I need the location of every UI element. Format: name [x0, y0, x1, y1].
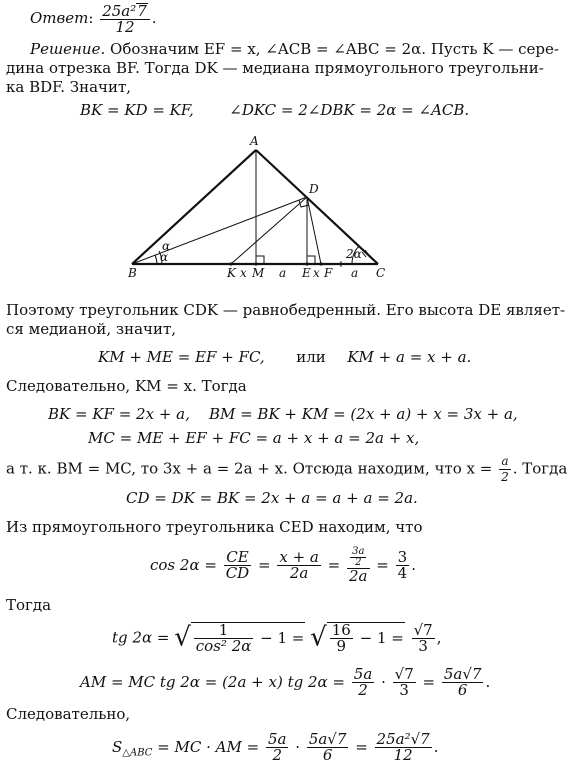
label-x2: x — [313, 266, 320, 280]
label-x1: x — [240, 266, 247, 280]
equation-2: KM + ME = EF + FC, или KM + a = x + a. — [98, 348, 472, 366]
label-a2: a — [351, 266, 359, 280]
label-c: C — [376, 266, 386, 280]
equation-3: BK = KF = 2x + a, BM = BK + KM = (2x + a) + x = 3x + a, — [48, 405, 518, 423]
x-fraction: $\frac{a}{2}$ — [501, 454, 509, 484]
label-f: F — [324, 266, 333, 280]
answer-fraction: $\frac{\text{25a²7}}{12}$ — [100, 3, 150, 35]
solution-line-2: дина отрезка BF. Тогда DK — медиана прямоугольного треугольни- — [6, 59, 544, 77]
solution-line-1: Решение. Обозначим EF = x, ∠ACB = ∠ABC = 2α. Пусть K — сере- — [30, 40, 559, 58]
equation-9: $S_{\triangle ABC}$ = MC · AM = $\frac{5a}{2}$ · $\frac{5a√7}{6}$ = $\frac{\text{25a²√7}}{12}$ . — [112, 730, 439, 764]
equation-1: BK = KD = KF, ∠DKC = 2∠DBK = 2α = ∠ACB. — [80, 101, 470, 119]
paragraph-4: Из прямоугольного треугольника CED находим, что — [6, 518, 423, 536]
paragraph-1-line-1: Поэтому треугольник CDK — равнобедренный. Его высота DE являет- — [6, 301, 566, 319]
label-alpha-2: α — [160, 250, 169, 264]
segment-df — [307, 197, 321, 264]
triangle-figure — [0, 130, 515, 285]
equation-7: tg 2α = √ $\frac{1}{\text{cos² 2α}}$ − 1 = √ $\frac{16}{9}$ − 1 = $\frac{√7}{3}$ , — [112, 620, 442, 655]
paragraph-3: а т. к. BM = MC, то 3x + a = 2a + x. Отсюда находим, что x = $\frac{a}{2}$ . Тогда — [6, 454, 567, 484]
segment-bd — [132, 197, 307, 264]
label-e: E — [302, 266, 311, 280]
answer-label: Ответ — [30, 9, 89, 27]
equation-4: MC = ME + EF + FC = a + x + a = 2a + x, — [88, 429, 420, 447]
label-alpha-1: α — [162, 239, 171, 253]
equation-6: cos 2α = $\frac{CE}{CD}$ = $\frac{x + a}{2a}$ = $\frac{\frac{3a}{2}}{2a}$ = $\frac{3}{4}$ . — [150, 546, 416, 585]
label-a: A — [250, 134, 259, 148]
label-a1: a — [279, 266, 287, 280]
label-two-alpha: 2α — [346, 247, 362, 261]
equation-5: CD = DK = BK = 2x + a = a + a = 2a. — [126, 489, 418, 507]
side-ab — [132, 150, 256, 264]
paragraph-6: Следовательно, — [6, 705, 131, 723]
label-b: B — [128, 266, 137, 280]
paragraph-2: Следовательно, KM = x. Тогда — [6, 377, 247, 395]
paragraph-1-line-2: ся медианой, значит, — [6, 320, 177, 338]
label-k: K — [227, 266, 236, 280]
label-d: D — [309, 182, 319, 196]
paragraph-5: Тогда — [6, 596, 52, 614]
equation-8: AM = MC tg 2α = (2a + x) tg 2α = $\frac{5a}{2}$ · $\frac{√7}{3}$ = $\frac{5a√7}{6}$ . — [80, 665, 491, 699]
solution-line-3: ка BDF. Значит, — [6, 78, 132, 96]
answer-line: Ответ: $\frac{\text{25a²7}}{12}$ . — [30, 2, 157, 36]
label-m: M — [252, 266, 265, 280]
segment-dk — [231, 197, 307, 264]
solution-label: Решение. — [30, 40, 106, 58]
